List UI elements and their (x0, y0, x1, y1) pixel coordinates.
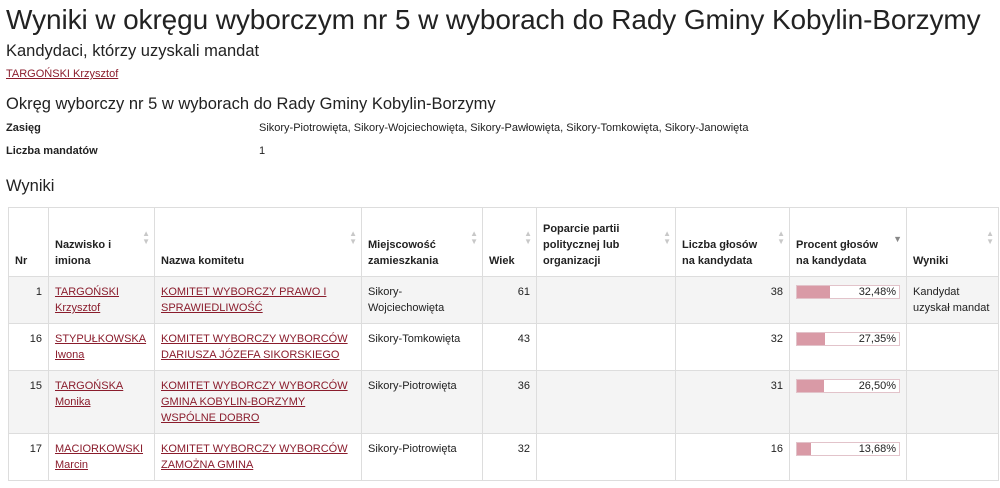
candidate-surname: TARGOŃSKA (55, 380, 124, 392)
cell-percent (790, 434, 907, 481)
cell-party (537, 371, 676, 434)
sort-both-icon: ▲ ▼ (524, 229, 532, 246)
candidate-link[interactable] (55, 333, 146, 361)
winner-candidate-link[interactable]: TARGOŃSKI Krzysztof (6, 68, 119, 80)
percent-bar (796, 332, 900, 346)
cell-place: Sikory-Tomkowięta (362, 324, 483, 371)
cell-percent (790, 277, 907, 324)
sort-both-icon: ▲ ▼ (142, 229, 150, 246)
percent-bar (796, 285, 900, 299)
cell-party (537, 434, 676, 481)
page-subtitle: Kandydaci, którzy uzyskali mandat (6, 42, 260, 60)
cell-percent (790, 371, 907, 434)
table-row (9, 324, 999, 371)
column-header-result[interactable]: Wyniki ▲ ▼ (907, 208, 999, 277)
cell-age: 43 (483, 324, 537, 371)
cell-votes: 38 (676, 277, 790, 324)
cell-nr: 16 (9, 324, 49, 371)
cell-name (49, 434, 155, 481)
page-title: Wyniki w okręgu wyborczym nr 5 w wyborach do Rady Gminy Kobylin-Borzymy (6, 4, 981, 35)
cell-place: Sikory-Wojciechowięta (362, 277, 483, 324)
candidate-firstname: Monika (55, 396, 91, 408)
candidate-link[interactable] (55, 286, 119, 314)
info-label: Liczba mandatów (6, 145, 98, 157)
sort-both-icon: ▲ ▼ (349, 229, 357, 246)
cell-votes: 16 (676, 434, 790, 481)
column-header-nr[interactable]: Nr (9, 208, 49, 277)
committee-link[interactable]: KOMITET WYBORCZY WYBORCÓW DARIUSZA JÓZEFA SIKORSKIEGO (161, 333, 348, 361)
cell-place: Sikory-Piotrowięta (362, 371, 483, 434)
candidate-firstname: Krzysztof (55, 302, 101, 314)
cell-age: 61 (483, 277, 537, 324)
info-label: Zasięg (6, 122, 41, 134)
cell-result (907, 324, 999, 371)
table-row (9, 371, 999, 434)
sort-both-icon: ▲ ▼ (986, 229, 994, 246)
percent-label: 26,50% (858, 380, 896, 392)
sort-both-icon: ▲ ▼ (470, 229, 478, 246)
cell-percent (790, 324, 907, 371)
candidate-surname: TARGOŃSKI (55, 286, 119, 298)
column-header-age[interactable]: Wiek ▲ ▼ (483, 208, 537, 277)
column-header-committee[interactable]: Nazwa komitetu ▲ ▼ (155, 208, 362, 277)
percent-bar-fill (797, 380, 824, 392)
percent-bar (796, 379, 900, 393)
column-header-votes[interactable]: Liczba głosów na kandydata ▲ ▼ (676, 208, 790, 277)
cell-result (907, 434, 999, 481)
percent-bar-fill (797, 333, 825, 345)
candidate-firstname: Marcin (55, 459, 89, 471)
cell-result: Kandydat uzyskał mandat (907, 277, 999, 324)
percent-label: 13,68% (858, 443, 896, 455)
table-row (9, 277, 999, 324)
sort-both-icon: ▲ ▼ (663, 229, 671, 246)
column-header-percent[interactable]: Procent głosów na kandydata ▼ (790, 208, 907, 277)
cell-result (907, 371, 999, 434)
cell-nr: 1 (9, 277, 49, 324)
cell-nr: 17 (9, 434, 49, 481)
cell-committee (155, 277, 362, 324)
column-header-name[interactable]: Nazwisko i imiona ▲ ▼ (49, 208, 155, 277)
cell-votes: 31 (676, 371, 790, 434)
info-value: 1 (259, 145, 266, 157)
percent-bar (796, 442, 900, 456)
cell-name (49, 277, 155, 324)
candidate-surname: STYPUŁKOWSKA (55, 333, 147, 345)
cell-name (49, 324, 155, 371)
cell-age: 32 (483, 434, 537, 481)
cell-party (537, 277, 676, 324)
cell-party (537, 324, 676, 371)
cell-place: Sikory-Piotrowięta (362, 434, 483, 481)
cell-nr: 15 (9, 371, 49, 434)
committee-link[interactable]: KOMITET WYBORCZY WYBORCÓW ZAMOŻNA GMINA (161, 443, 348, 471)
sort-desc-icon: ▼ (893, 234, 902, 244)
committee-link[interactable]: KOMITET WYBORCZY PRAWO I SPRAWIEDLIWOŚĆ (161, 286, 327, 314)
candidate-firstname: Iwona (55, 349, 85, 361)
cell-committee (155, 371, 362, 434)
column-header-party[interactable]: Poparcie partii politycznej lub organizacji ▲ ▼ (537, 208, 676, 277)
candidate-link[interactable] (55, 380, 123, 408)
cell-committee (155, 434, 362, 481)
percent-bar-fill (797, 286, 830, 298)
percent-bar-fill (797, 443, 811, 455)
committee-link[interactable]: KOMITET WYBORCZY WYBORCÓW GMINA KOBYLIN-BORZYMY WSPÓLNE DOBRO (161, 380, 348, 424)
percent-label: 32,48% (858, 286, 896, 298)
candidate-link[interactable] (55, 443, 143, 471)
percent-label: 27,35% (858, 333, 896, 345)
info-value: Sikory-Piotrowięta, Sikory-Wojciechowięta, Sikory-Pawłowięta, Sikory-Tomkowięta, Sikory-Janowięta (259, 122, 749, 134)
cell-age: 36 (483, 371, 537, 434)
cell-committee (155, 324, 362, 371)
cell-name (49, 371, 155, 434)
district-heading: Okręg wyborczy nr 5 w wyborach do Rady Gminy Kobylin-Borzymy (6, 95, 496, 113)
column-header-place[interactable]: Miejscowość zamieszkania ▲ ▼ (362, 208, 483, 277)
results-heading: Wyniki (6, 177, 55, 195)
cell-votes: 32 (676, 324, 790, 371)
table-row (9, 434, 999, 481)
results-table (8, 207, 999, 481)
candidate-surname: MACIORKOWSKI (55, 443, 144, 455)
sort-both-icon: ▲ ▼ (777, 229, 785, 246)
